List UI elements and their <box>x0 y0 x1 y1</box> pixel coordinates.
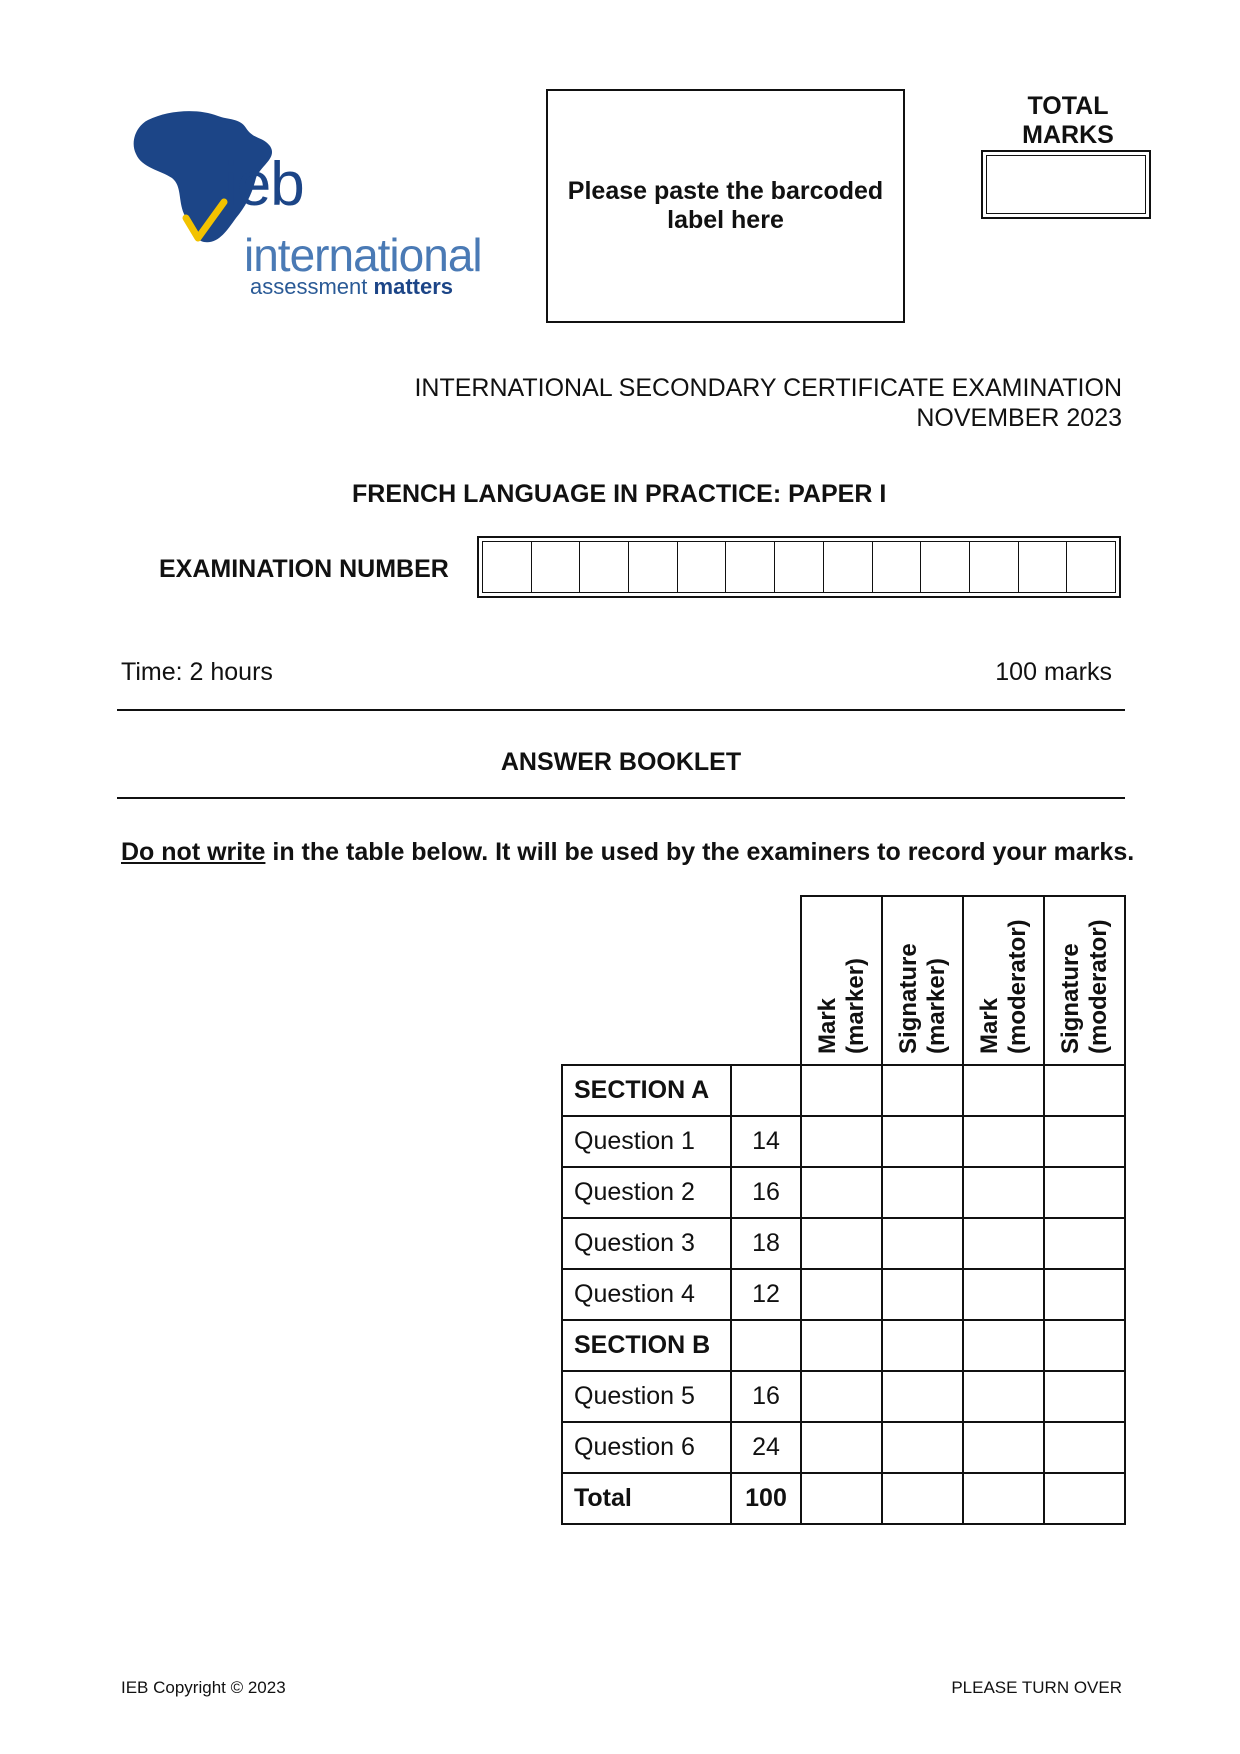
barcode-instruction: Please paste the barcoded label here <box>567 177 884 234</box>
divider-bottom <box>117 797 1125 799</box>
examiner-entry-cell[interactable] <box>882 1218 963 1269</box>
header-line: (marker) <box>922 957 950 1054</box>
exam-title: INTERNATIONAL SECONDARY CERTIFICATE EXAMINATION <box>414 374 1122 402</box>
examiner-entry-cell[interactable] <box>882 1269 963 1320</box>
header-signature-marker <box>882 896 963 1065</box>
row-label: Question 5 <box>562 1371 731 1422</box>
exam-number-digit-box[interactable] <box>970 541 1019 593</box>
table-row <box>562 1218 1125 1269</box>
logo-tagline-part2: matters <box>373 274 453 299</box>
examiner-entry-cell[interactable] <box>1044 1167 1125 1218</box>
ieb-logo <box>128 106 498 306</box>
row-label: Question 6 <box>562 1422 731 1473</box>
exam-number-label: EXAMINATION NUMBER <box>159 555 449 583</box>
total-marks-box[interactable] <box>981 150 1151 219</box>
row-max-marks <box>731 1065 801 1116</box>
marks-table <box>561 895 1126 1525</box>
total-marks-inner-box <box>986 155 1146 214</box>
examiner-entry-cell[interactable] <box>963 1269 1044 1320</box>
examiner-entry-cell[interactable] <box>882 1065 963 1116</box>
table-row <box>562 1422 1125 1473</box>
footer-copyright: IEB Copyright © 2023 <box>121 1678 286 1697</box>
logo-wordmark: ieb <box>224 150 304 219</box>
row-label: Question 1 <box>562 1116 731 1167</box>
examiner-entry-cell[interactable] <box>963 1473 1044 1524</box>
examiner-entry-cell[interactable] <box>1044 1371 1125 1422</box>
exam-number-digit-box[interactable] <box>873 541 922 593</box>
header-spacer <box>562 896 731 1065</box>
table-row <box>562 1269 1125 1320</box>
table-row <box>562 1371 1125 1422</box>
paper-title: FRENCH LANGUAGE IN PRACTICE: PAPER I <box>352 480 887 508</box>
examiner-entry-cell[interactable] <box>801 1320 882 1371</box>
table-row <box>562 1167 1125 1218</box>
row-max-marks: 16 <box>731 1167 801 1218</box>
examiner-entry-cell[interactable] <box>882 1422 963 1473</box>
logo-tagline-part1: assessment <box>250 274 368 299</box>
examiner-entry-cell[interactable] <box>963 1422 1044 1473</box>
examiner-entry-cell[interactable] <box>1044 1269 1125 1320</box>
exam-number-digit-box[interactable] <box>726 541 775 593</box>
instruction-text <box>121 837 1134 867</box>
logo-tagline <box>250 276 453 298</box>
examiner-entry-cell[interactable] <box>801 1422 882 1473</box>
header-line: (marker) <box>841 957 869 1054</box>
header-line: Mark <box>813 997 841 1054</box>
row-label: SECTION A <box>562 1065 731 1116</box>
examiner-entry-cell[interactable] <box>801 1065 882 1116</box>
examiner-entry-cell[interactable] <box>1044 1422 1125 1473</box>
row-max-marks: 24 <box>731 1422 801 1473</box>
examiner-entry-cell[interactable] <box>882 1116 963 1167</box>
row-max-marks <box>731 1320 801 1371</box>
total-marks-label-line1: TOTAL <box>1027 92 1109 120</box>
exam-number-digit-box[interactable] <box>629 541 678 593</box>
examiner-entry-cell[interactable] <box>963 1116 1044 1167</box>
header-line: Mark <box>975 997 1003 1054</box>
exam-number-boxes <box>477 536 1121 598</box>
examiner-entry-cell[interactable] <box>801 1473 882 1524</box>
examiner-entry-cell[interactable] <box>882 1473 963 1524</box>
examiner-entry-cell[interactable] <box>1044 1218 1125 1269</box>
table-header-row <box>562 896 1125 1065</box>
exam-number-digit-box[interactable] <box>921 541 970 593</box>
total-marks-text: 100 marks <box>995 658 1112 686</box>
examiner-entry-cell[interactable] <box>801 1269 882 1320</box>
exam-number-digit-box[interactable] <box>1019 541 1068 593</box>
examiner-entry-cell[interactable] <box>882 1167 963 1218</box>
examiner-entry-cell[interactable] <box>1044 1320 1125 1371</box>
examiner-entry-cell[interactable] <box>1044 1065 1125 1116</box>
exam-date: NOVEMBER 2023 <box>916 404 1122 432</box>
exam-number-digit-box[interactable] <box>775 541 824 593</box>
instruction-rest: in the table below. It will be used by the examiners to record your marks. <box>265 838 1135 866</box>
header-spacer <box>731 896 801 1065</box>
header-signature-moderator <box>1044 896 1125 1065</box>
instruction-emphasis: Do not write <box>121 838 266 866</box>
booklet-title: ANSWER BOOKLET <box>500 748 742 776</box>
header-line: Signature <box>894 943 922 1054</box>
total-marks-label <box>1000 92 1136 150</box>
row-label: Question 2 <box>562 1167 731 1218</box>
logo-name: international <box>244 229 482 281</box>
examiner-entry-cell[interactable] <box>801 1116 882 1167</box>
table-row <box>562 1473 1125 1524</box>
examiner-entry-cell[interactable] <box>963 1218 1044 1269</box>
examiner-entry-cell[interactable] <box>963 1371 1044 1422</box>
header-line: (moderator) <box>1003 919 1031 1054</box>
footer-turn-over: PLEASE TURN OVER <box>951 1678 1122 1697</box>
exam-heading <box>380 373 1122 433</box>
header-mark-moderator <box>963 896 1044 1065</box>
divider-top <box>117 709 1125 711</box>
exam-number-digit-box[interactable] <box>824 541 873 593</box>
examiner-entry-cell[interactable] <box>882 1371 963 1422</box>
row-label: SECTION B <box>562 1320 731 1371</box>
examiner-entry-cell[interactable] <box>882 1320 963 1371</box>
row-max-marks: 16 <box>731 1371 801 1422</box>
table-row <box>562 1116 1125 1167</box>
row-label: Total <box>562 1473 731 1524</box>
exam-number-digit-box[interactable] <box>678 541 727 593</box>
barcode-label-box <box>546 89 905 323</box>
table-row <box>562 1320 1125 1371</box>
examiner-entry-cell[interactable] <box>801 1371 882 1422</box>
row-label: Question 4 <box>562 1269 731 1320</box>
row-max-marks: 100 <box>731 1473 801 1524</box>
total-marks-label-line2: MARKS <box>1022 121 1114 149</box>
time-allowed: Time: 2 hours <box>121 658 273 686</box>
exam-number-digit-box[interactable] <box>1067 541 1116 593</box>
exam-number-digit-box[interactable] <box>532 541 581 593</box>
row-label: Question 3 <box>562 1218 731 1269</box>
examiner-entry-cell[interactable] <box>963 1320 1044 1371</box>
row-max-marks: 14 <box>731 1116 801 1167</box>
examiner-entry-cell[interactable] <box>963 1065 1044 1116</box>
exam-number-digit-box[interactable] <box>482 541 532 593</box>
header-line: Signature <box>1056 943 1084 1054</box>
examiner-entry-cell[interactable] <box>1044 1473 1125 1524</box>
row-max-marks: 18 <box>731 1218 801 1269</box>
exam-number-digit-box[interactable] <box>580 541 629 593</box>
examiner-entry-cell[interactable] <box>801 1218 882 1269</box>
row-max-marks: 12 <box>731 1269 801 1320</box>
header-mark-marker <box>801 896 882 1065</box>
examiner-entry-cell[interactable] <box>801 1167 882 1218</box>
examiner-entry-cell[interactable] <box>963 1167 1044 1218</box>
header-line: (moderator) <box>1084 919 1112 1054</box>
table-row <box>562 1065 1125 1116</box>
examiner-entry-cell[interactable] <box>1044 1116 1125 1167</box>
